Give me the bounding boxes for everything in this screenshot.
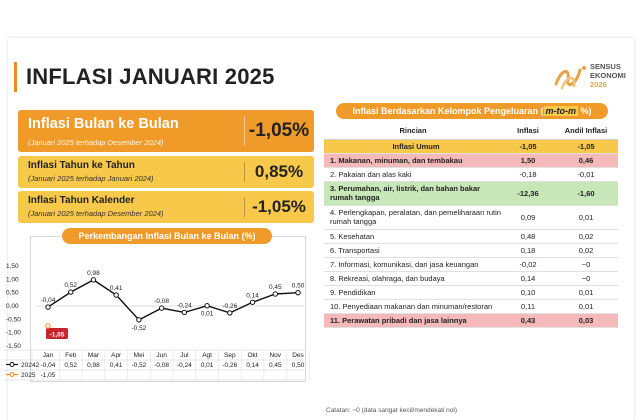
- row-rincian: 4. Perlengkapan, peralatan, dan pemeliharaan rutin rumah tangga: [324, 205, 502, 229]
- data-label-2024: 0,45: [268, 284, 282, 291]
- table-title-suffix: %): [578, 106, 592, 116]
- y-tick-label: -1,50: [6, 343, 21, 350]
- x-tick-label: Sep: [224, 352, 236, 359]
- logo-mark-icon: [556, 66, 586, 88]
- row-inflasi: 0,43: [502, 313, 554, 327]
- series-point-2024: [69, 290, 73, 294]
- series-point-2024: [228, 311, 232, 315]
- legend-marker-2024: [10, 363, 14, 367]
- table-row: [324, 243, 618, 257]
- card-sub: (Januari 2025 terhadap Desember 2024): [28, 209, 164, 218]
- row-andil: -0,01: [554, 167, 618, 181]
- series-point-2024: [296, 290, 300, 294]
- row-rincian: 7. Informasi, komunikasi, dan jasa keuangan: [324, 257, 502, 271]
- row-andil: 0,01: [554, 205, 618, 229]
- table-row: [324, 285, 618, 299]
- series-point-2024: [114, 293, 118, 297]
- table-value-2024: -0,08: [154, 362, 170, 369]
- data-label-2024: -0,26: [222, 302, 238, 310]
- table-row: [324, 313, 618, 327]
- table-row: [324, 181, 618, 205]
- table-row: [324, 205, 618, 229]
- data-label-2024: -0,52: [131, 324, 147, 332]
- x-tick-label: Okt: [247, 352, 258, 359]
- brand-year: 2026: [590, 80, 607, 89]
- x-tick-label: Des: [292, 352, 304, 359]
- row-andil: 0,01: [554, 299, 618, 313]
- table-value-2025: -1,05: [40, 372, 56, 379]
- data-label-2025: -1,05: [49, 331, 65, 339]
- row-inflasi: 0,10: [502, 285, 554, 299]
- row-inflasi: -1,05: [502, 139, 554, 153]
- data-label-2024: 0,01: [200, 310, 214, 318]
- y-tick-label: 1,50: [6, 263, 19, 270]
- legend-label-2024: 20242: [21, 362, 40, 369]
- series-point-2024: [182, 310, 186, 314]
- table-value-2024: 0,50: [291, 362, 305, 369]
- row-rincian: 5. Kesehatan: [324, 229, 502, 243]
- row-rincian: 10. Penyediaan makanan dan minuman/restoran: [324, 299, 502, 313]
- row-inflasi: 0,09: [502, 205, 554, 229]
- y-tick-label: 0,00: [6, 303, 19, 310]
- row-inflasi: 1,50: [502, 153, 554, 167]
- row-andil: 0,46: [554, 153, 618, 167]
- table-row: [324, 271, 618, 285]
- top-band: [0, 0, 640, 22]
- table-value-2024: 0,41: [109, 362, 123, 369]
- card-label: Inflasi Tahun ke Tahun: [28, 160, 135, 171]
- table-value-2024: -0,52: [131, 362, 147, 369]
- series-point-2024: [273, 292, 277, 296]
- row-inflasi: 0,48: [502, 229, 554, 243]
- card-inflasi-mtm: [18, 110, 314, 152]
- x-tick-label: Agt: [202, 352, 212, 359]
- table-value-2024: 0,14: [246, 362, 259, 369]
- card-value: -1,05%: [252, 197, 306, 216]
- row-andil: 0,02: [554, 243, 618, 257]
- card-divider: [244, 162, 245, 182]
- row-rincian: 1. Makanan, minuman, dan tembakau: [324, 153, 502, 167]
- series-point-2024: [91, 278, 95, 282]
- data-label-2024: -0,04: [40, 297, 56, 305]
- card-inflasi-yoy: [18, 156, 314, 188]
- series-point-2024: [205, 304, 209, 308]
- table-row: [324, 257, 618, 271]
- table-title-highlight: m-to-m: [545, 106, 577, 116]
- table-value-2024: -0,26: [222, 362, 238, 369]
- table-title-prefix: Inflasi Berdasarkan Kelompok Pengeluaran (: [352, 106, 544, 116]
- row-inflasi: 0,18: [502, 243, 554, 257]
- data-label-2024: -0,24: [176, 302, 192, 310]
- table-row: [324, 167, 618, 181]
- row-rincian: 6. Transportasi: [324, 243, 502, 257]
- card-label: Inflasi Tahun Kalender: [28, 195, 135, 206]
- data-label-2024: 0,52: [64, 282, 78, 290]
- data-label-2024: 0,98: [87, 269, 100, 277]
- title-accent-bar: [14, 62, 17, 92]
- table-value-2024: 0,45: [268, 362, 282, 369]
- y-tick-label: 0,50: [6, 289, 19, 297]
- table-row: [324, 229, 618, 243]
- x-tick-label: Feb: [65, 352, 77, 359]
- series-point-2024: [137, 318, 141, 322]
- card-sub: (Januari 2025 terhadap Desember 2024): [28, 138, 164, 147]
- row-rincian: 11. Perawatan pribadi dan jasa lainnya: [324, 313, 502, 327]
- x-tick-label: Apr: [111, 352, 122, 359]
- series-point-2024: [46, 305, 50, 309]
- card-inflasi-ytd: [18, 191, 314, 223]
- col-header-rincian: Rincian: [324, 122, 502, 139]
- card-divider: [244, 116, 245, 146]
- card-sub: (Januari 2025 terhadap Januari 2024): [28, 174, 154, 183]
- legend-marker-2025: [10, 373, 14, 377]
- table-note: Catatan: ~0 (data sangat kecil/mendekati nol): [326, 407, 457, 414]
- x-tick-label: Jan: [42, 352, 54, 359]
- table-value-2024: -0,24: [176, 362, 192, 369]
- table-value-2024: -0,04: [40, 362, 56, 369]
- x-tick-label: Jul: [180, 352, 189, 359]
- row-rincian: 2. Pakaian dan alas kaki: [324, 167, 502, 181]
- row-rincian: 9. Pendidikan: [324, 285, 502, 299]
- y-tick-label: -0,50: [6, 316, 21, 324]
- table-row: [324, 299, 618, 313]
- card-value: -1,05%: [248, 120, 310, 141]
- table-value-2024: 0,52: [64, 362, 78, 369]
- table-header-row: [324, 122, 618, 139]
- table-row: [324, 153, 618, 167]
- row-rincian: Inflasi Umum: [324, 139, 502, 153]
- x-tick-label: Mar: [87, 352, 100, 359]
- y-tick-label: -1,00: [6, 329, 21, 337]
- line-chart: [0, 236, 320, 420]
- x-tick-label: Nov: [269, 352, 282, 359]
- series-point-2025: [46, 324, 50, 328]
- row-andil: -1,05: [554, 139, 618, 153]
- series-point-2024: [250, 300, 254, 304]
- table-value-2024: 0,01: [200, 362, 214, 369]
- y-tick-label: 1,00: [6, 276, 19, 284]
- row-andil: 0,03: [554, 313, 618, 327]
- expenditure-table: [324, 122, 618, 328]
- series-point-2024: [159, 306, 163, 310]
- data-label-2024: -0,08: [154, 298, 170, 306]
- row-inflasi: 0,11: [502, 299, 554, 313]
- row-inflasi: 0,14: [502, 271, 554, 285]
- x-tick-label: Mei: [133, 352, 145, 359]
- col-header-andil: Andil Inflasi: [554, 122, 618, 139]
- table-row: [324, 139, 618, 153]
- brand-line-2: EKONOMI: [590, 71, 626, 80]
- data-label-2024: 0,50: [291, 282, 305, 290]
- row-inflasi: -0,02: [502, 257, 554, 271]
- row-inflasi: -0,18: [502, 167, 554, 181]
- card-label: Inflasi Bulan ke Bulan: [28, 116, 179, 132]
- table-title: [336, 103, 608, 119]
- card-divider: [244, 197, 245, 217]
- brand-line-1: SENSUS: [590, 62, 621, 71]
- brand-text: [590, 62, 626, 89]
- x-tick-label: Jun: [156, 352, 167, 359]
- card-value: 0,85%: [254, 162, 304, 181]
- legend-label-2025: 2025: [21, 372, 36, 379]
- row-andil: ~0: [554, 271, 618, 285]
- data-label-2024: 0,14: [246, 292, 259, 300]
- chart-title: Perkembangan Inflasi Bulan ke Bulan (%): [62, 228, 272, 244]
- data-label-2024: 0,41: [109, 285, 123, 293]
- row-andil: 0,01: [554, 285, 618, 299]
- table-body: [324, 139, 618, 327]
- row-andil: ~0: [554, 257, 618, 271]
- row-rincian: 3. Perumahan, air, listrik, dan bahan bakar rumah tangga: [324, 181, 502, 205]
- series-line-2024: [48, 280, 298, 320]
- page-title: INFLASI JANUARI 2025: [26, 64, 275, 89]
- table-value-2024: 0,98: [87, 362, 100, 369]
- row-andil: 0,02: [554, 229, 618, 243]
- col-header-inflasi: Inflasi: [502, 122, 554, 139]
- row-rincian: 8. Rekreasi, olahraga, dan budaya: [324, 271, 502, 285]
- row-inflasi: -12,36: [502, 181, 554, 205]
- row-andil: -1,60: [554, 181, 618, 205]
